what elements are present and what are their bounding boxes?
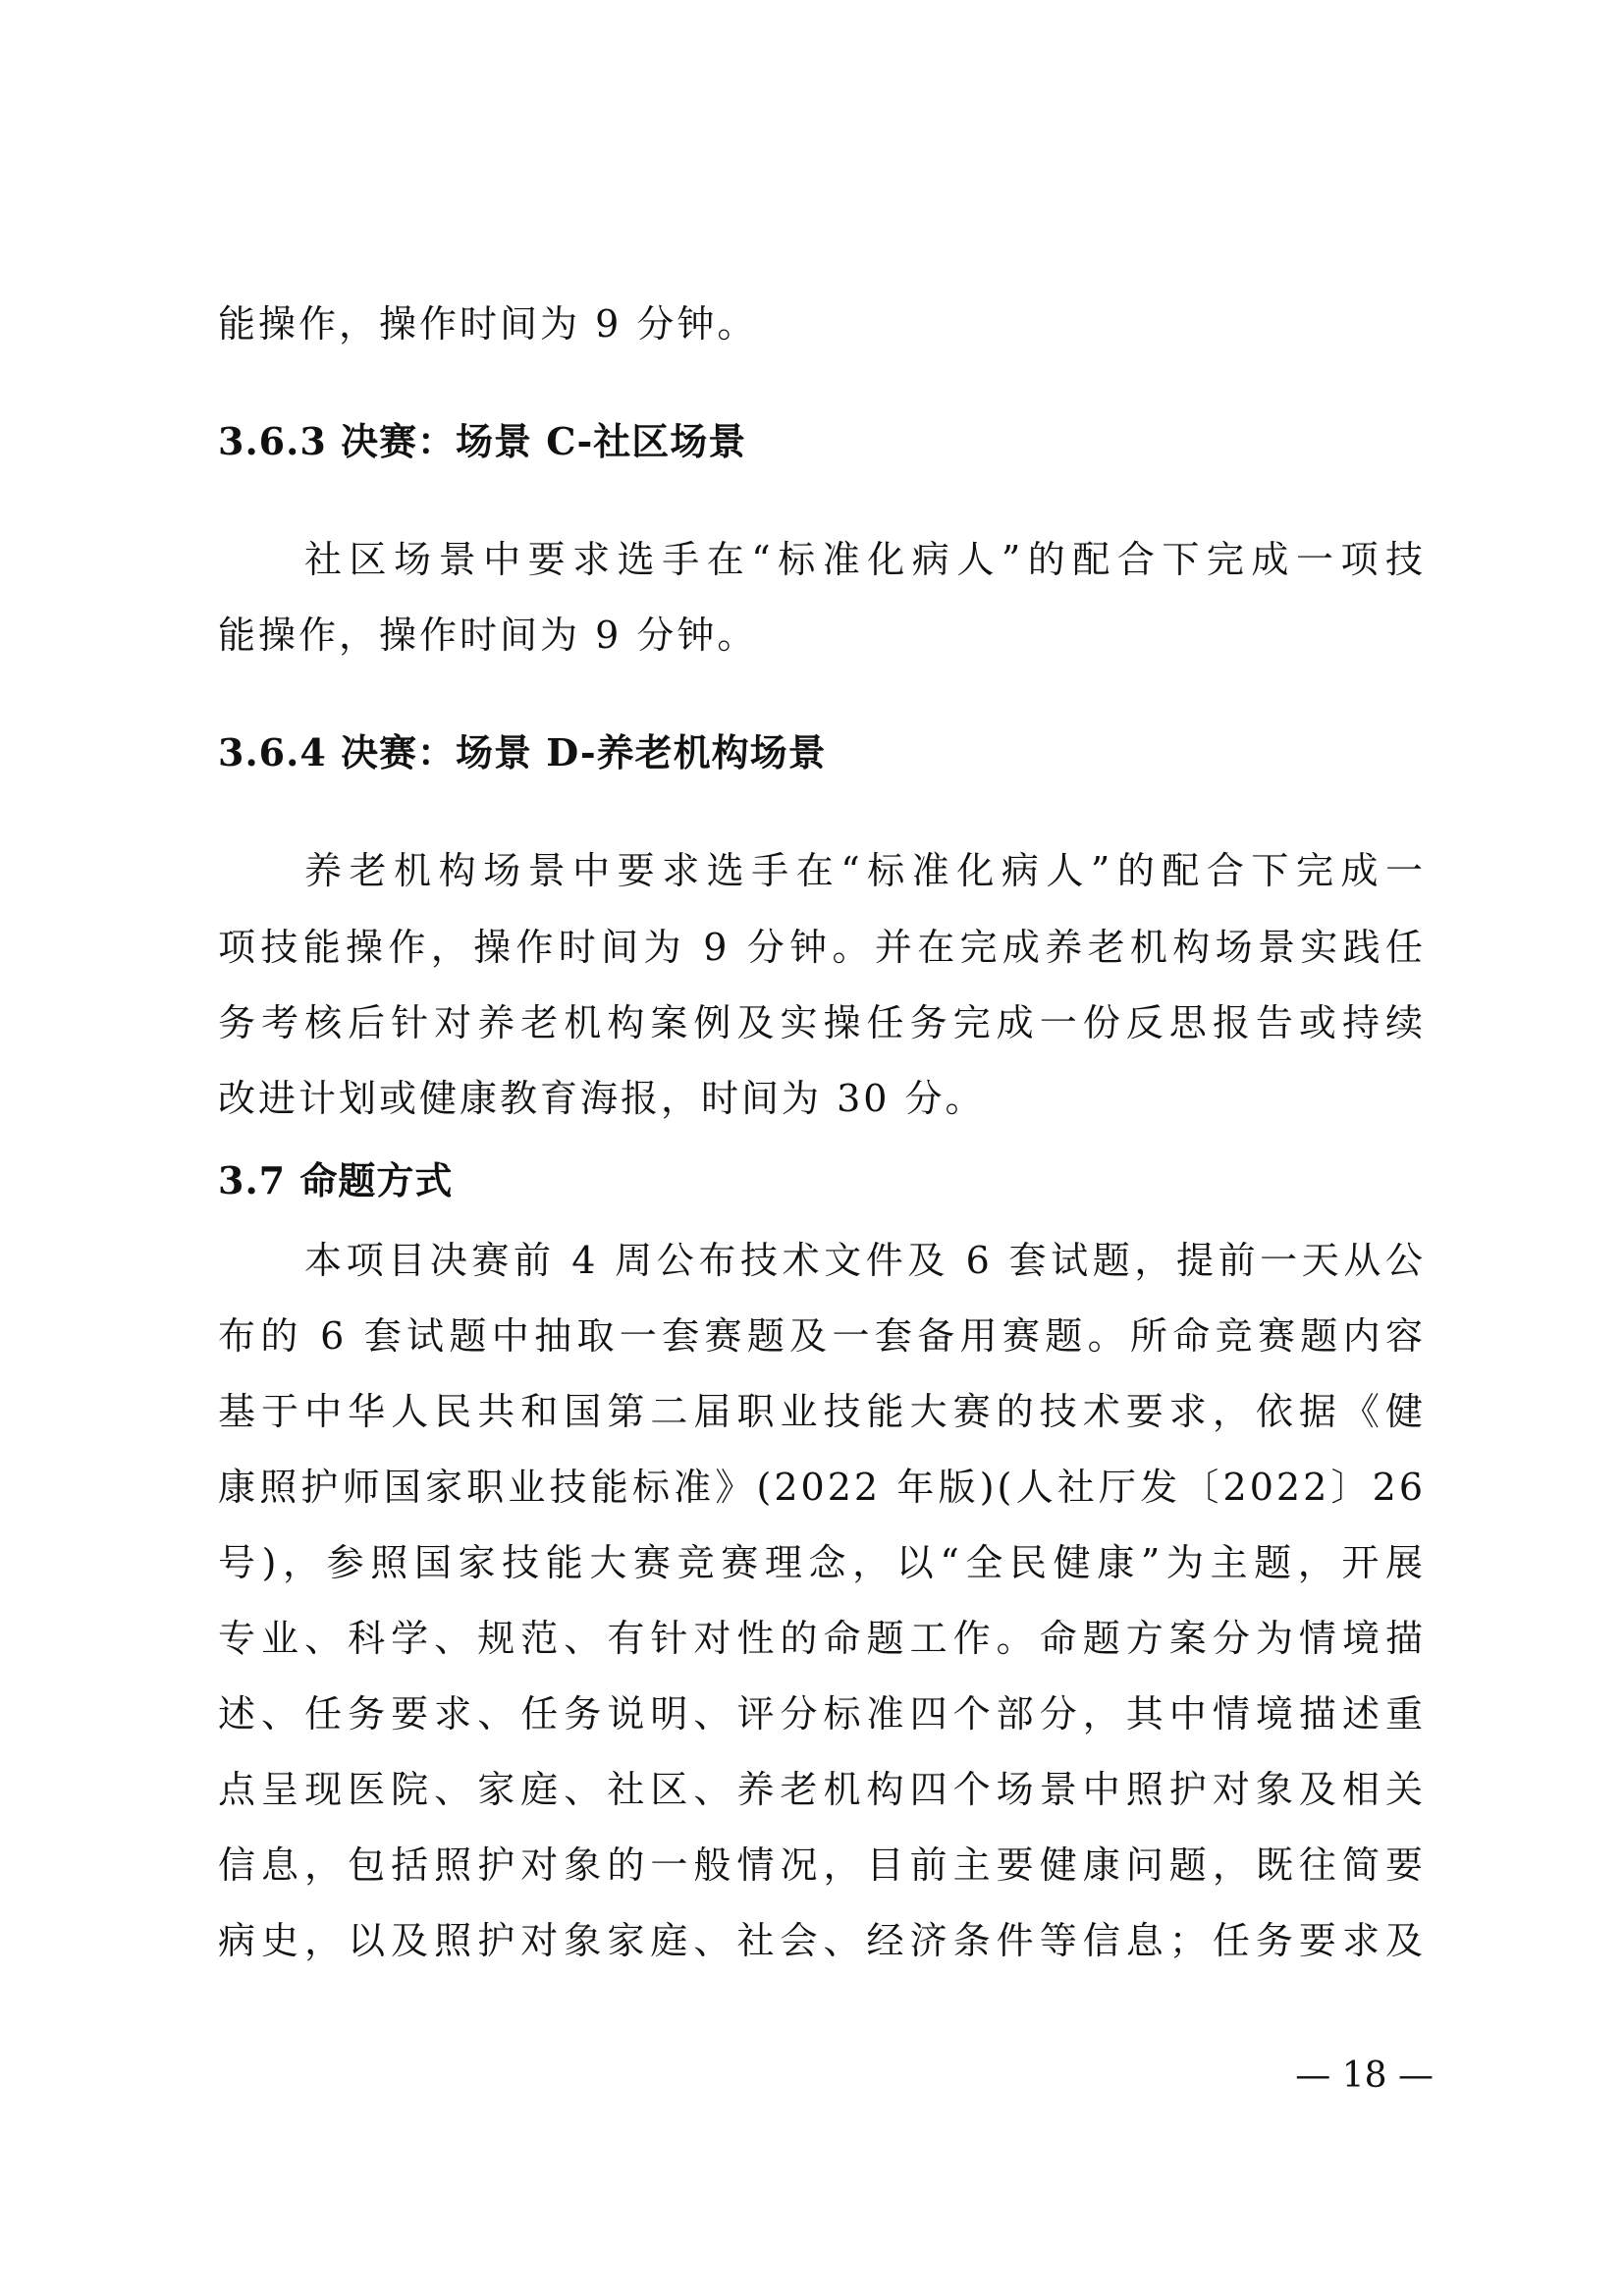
body-line: 号)，参照国家技能大赛竞赛理念，以“全民健康”为主题，开展 — [218, 1541, 1426, 1584]
body-line: 能操作，操作时间为 9 分钟。 — [218, 614, 758, 657]
body-line: 务考核后针对养老机构案例及实操任务完成一份反思报告或持续 — [218, 1001, 1426, 1044]
body-line: 点呈现医院、家庭、社区、养老机构四个场景中照护对象及相关 — [218, 1768, 1426, 1811]
section-heading-3-6-4: 3.6.4 决赛：场景 D-养老机构场景 — [218, 730, 827, 774]
body-line: 信息，包括照护对象的一般情况，目前主要健康问题，既往简要 — [218, 1843, 1426, 1887]
body-line: 本项目决赛前 4 周公布技术文件及 6 套试题，提前一天从公 — [304, 1239, 1426, 1282]
page-number: — 18 — — [1295, 2056, 1434, 2096]
body-line: 社区场景中要求选手在“标准化病人”的配合下完成一项技 — [304, 538, 1426, 581]
section-heading-3-6-3: 3.6.3 决赛：场景 C-社区场景 — [218, 419, 747, 463]
body-line: 养老机构场景中要求选手在“标准化病人”的配合下完成一 — [304, 849, 1426, 892]
body-line: 改进计划或健康教育海报，时间为 30 分。 — [218, 1077, 986, 1120]
body-line: 病史，以及照护对象家庭、社会、经济条件等信息；任务要求及 — [218, 1919, 1426, 1962]
body-line: 康照护师国家职业技能标准》(2022 年版)(人社厅发〔2022〕26 — [218, 1466, 1426, 1509]
body-line: 专业、科学、规范、有针对性的命题工作。命题方案分为情境描 — [218, 1617, 1426, 1660]
body-line: 述、任务要求、任务说明、评分标准四个部分，其中情境描述重 — [218, 1692, 1426, 1735]
body-line: 基于中华人民共和国第二届职业技能大赛的技术要求，依据《健 — [218, 1390, 1426, 1433]
section-heading-3-7: 3.7 命题方式 — [218, 1158, 454, 1202]
body-line: 布的 6 套试题中抽取一套赛题及一套备用赛题。所命竞赛题内容 — [218, 1314, 1426, 1358]
body-line: 项技能操作，操作时间为 9 分钟。并在完成养老机构场景实践任 — [218, 926, 1426, 969]
body-line: 能操作，操作时间为 9 分钟。 — [218, 302, 758, 346]
